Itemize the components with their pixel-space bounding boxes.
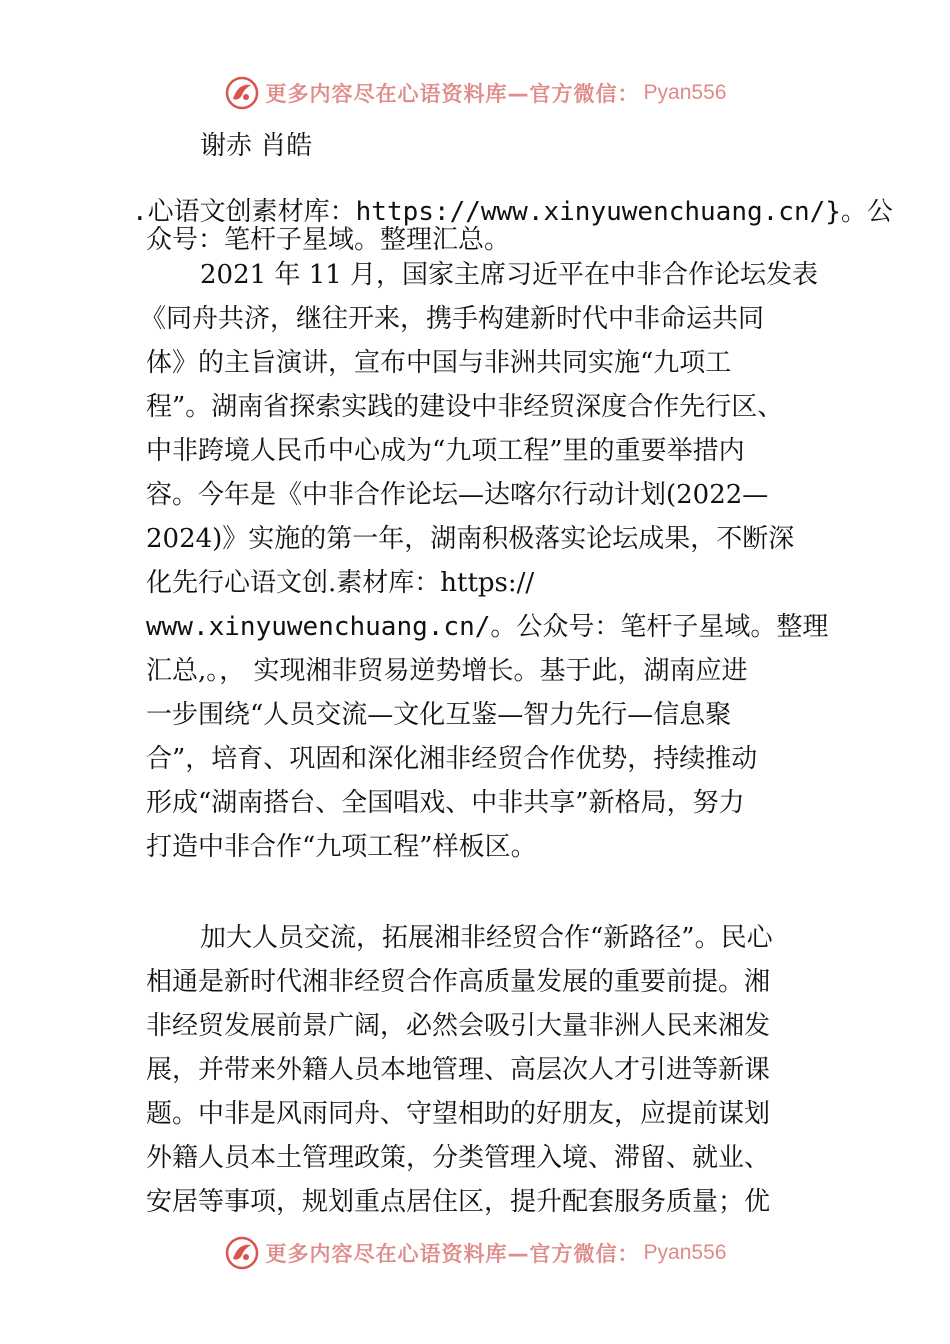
paragraph-line: 合”，培育、巩固和深化湘非经贸合作优势，持续推动 <box>146 744 758 774</box>
authors: 谢赤 肖皓 <box>200 131 313 161</box>
banner-wechat-id: Pyan556 <box>643 1241 727 1264</box>
paragraph-line: 相通是新时代湘非经贸合作高质量发展的重要前提。湘 <box>146 967 771 997</box>
footer-banner <box>0 1230 950 1276</box>
seal-logo-icon <box>224 75 260 111</box>
paragraph-line: 体》的主旨演讲，宣布中国与非洲共同实施“九项工 <box>146 348 732 378</box>
paragraph-text: www.xinyuwenchuang.cn/。公众号：笔杆子星域。整理 <box>146 612 829 642</box>
paragraph-line: 汇总,。， 实现湘非贸易逆势增长。基于此，湖南应进 <box>146 656 748 686</box>
paragraph-line: 外籍人员本土管理政策，分类管理入境、滞留、就业、 <box>146 1143 771 1173</box>
banner-wechat-id: Pyan556 <box>643 81 727 104</box>
paragraph-line: 容。今年是《中非合作论坛—达喀尔行动计划(2022— <box>146 480 769 510</box>
notice-text: .心语文创素材库：https://www.xinyuwenchuang.cn/}。公 <box>132 197 893 227</box>
paragraph-line: 2021 年 11 月，国家主席习近平在中非合作论坛发表 <box>200 260 819 290</box>
paragraph-line: 2024)》实施的第一年，湖南积极落实论坛成果，不断深 <box>146 524 795 554</box>
paragraph-line: 非经贸发展前景广阔，必然会吸引大量非洲人民来湘发 <box>146 1011 771 1041</box>
paragraph-line: 打造中非合作“九项工程”样板区。 <box>146 832 537 862</box>
paragraph-line: 中非跨境人民币中心成为“九项工程”里的重要举措内 <box>146 436 745 466</box>
notice-line: 众号：笔杆子星域。整理汇总。 <box>146 225 511 255</box>
paragraph-line: 安居等事项，规划重点居住区，提升配套服务质量；优 <box>146 1187 771 1217</box>
paragraph-line <box>146 611 828 643</box>
paragraph-line: 《同舟共济，继往开来，携手构建新时代中非命运共同 <box>140 304 765 334</box>
seal-logo-icon <box>224 1235 260 1271</box>
paragraph-line: 形成“湖南搭台、全国唱戏、中非共享”新格局，努力 <box>146 788 745 818</box>
paragraph-line: 展，并带来外籍人员本地管理、高层次人才引进等新课 <box>146 1055 771 1085</box>
paragraph-line: 化先行心语文创.素材库：https:// <box>146 568 535 598</box>
paragraph-line: 一步围绕“人员交流—文化互鉴—智力先行—信息聚 <box>146 700 732 730</box>
paragraph-line: 题。中非是风雨同舟、守望相助的好朋友，应提前谋划 <box>146 1099 771 1129</box>
banner-text: 更多内容尽在心语资料库—官方微信： <box>265 82 640 106</box>
paragraph-line: 加大人员交流，拓展湘非经贸合作“新路径”。民心 <box>200 923 773 953</box>
header-banner <box>0 70 950 116</box>
banner-text: 更多内容尽在心语资料库—官方微信： <box>265 1242 640 1266</box>
paragraph-line: 程”。湖南省探索实践的建设中非经贸深度合作先行区、 <box>146 392 784 422</box>
